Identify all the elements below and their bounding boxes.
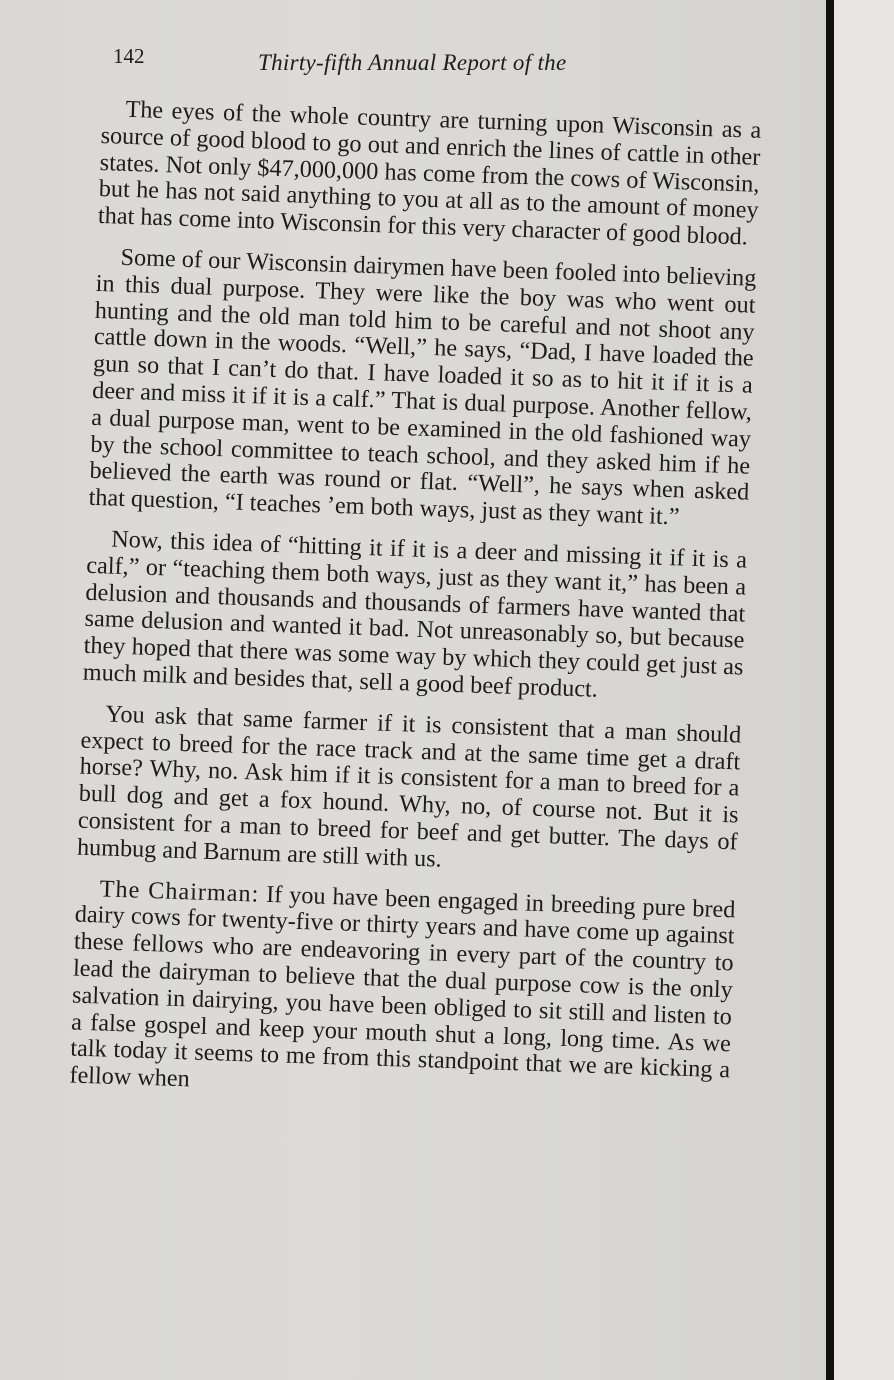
paragraph bbox=[69, 875, 736, 1111]
page-edge-shadow bbox=[826, 0, 834, 1380]
running-head: Thirty-fifth Annual Report of the bbox=[258, 50, 567, 75]
paragraph-text: If you have been engaged in breeding pure bred dairy cows for twenty-five or thirty years and have come up against these fellows who are endeavoring in every part of the country to lead the dairyman to believe that the dual purpose cow is the only salvation in dairying, you have been obliged to sit still and listen to a false gospel and keep your mouth shut a long, long time. As we talk today it seems to me from this standpoint that we are kicking a fellow when bbox=[69, 880, 736, 1093]
paragraph: The eyes of the whole country are turning upon Wisconsin as a source of good blood to go out and enrich the lines of cattle in other states. Not only $47,000,000 has come from the cows of Wisconsin, but he has not said anything to you at all as to the amount of money that has come into Wisconsin for this very character of good blood. bbox=[97, 95, 762, 251]
page-number: 142 bbox=[113, 44, 145, 68]
paragraph: Some of our Wisconsin dairymen have been fooled into believing in this dual purpose. They were like the boy was who went out hunting and the old man told him to be careful and not shoot any cattle down in the woods. “Well,” he says, “Dad, I have loaded the gun so that I can’t do that. I have loaded it so as to hit it if it is a deer and miss it if it is a calf.” That is dual purpose. Another fellow, a dual purpose man, went to be examined in the old fashioned way by the school committee to teach school, and they asked him if he believed the earth was round or flat. “Well”, he says when asked that question, “I teaches ’em both ways, just as they want it.” bbox=[88, 243, 757, 531]
paragraph: Now, this idea of “hitting it if it is a deer and missing it if it is a calf,” or “teaching them both ways, just as they want it,” has been a delusion and thousands and thousands of farmers have wanted that same delusion and wanted it bad. Not unreasonably so, but because they hoped that there was some way by which they could get just as much milk and besides that, sell a good beef product. bbox=[82, 525, 748, 703]
speaker-label: The Chairman: bbox=[99, 874, 260, 908]
body-text bbox=[69, 96, 762, 1125]
scan-margin bbox=[834, 0, 894, 1380]
paragraph: You ask that same farmer if it is consistent that a man should expect to breed for the race track and at the same time get a draft horse? Why, no. Ask him if it is consistent for a man to breed for a bull dog and get a fox hound. Why, no, of course not. But it is consistent for a man to breed for beef and get butter. The days of humbug and Barnum are still with us. bbox=[76, 700, 742, 873]
